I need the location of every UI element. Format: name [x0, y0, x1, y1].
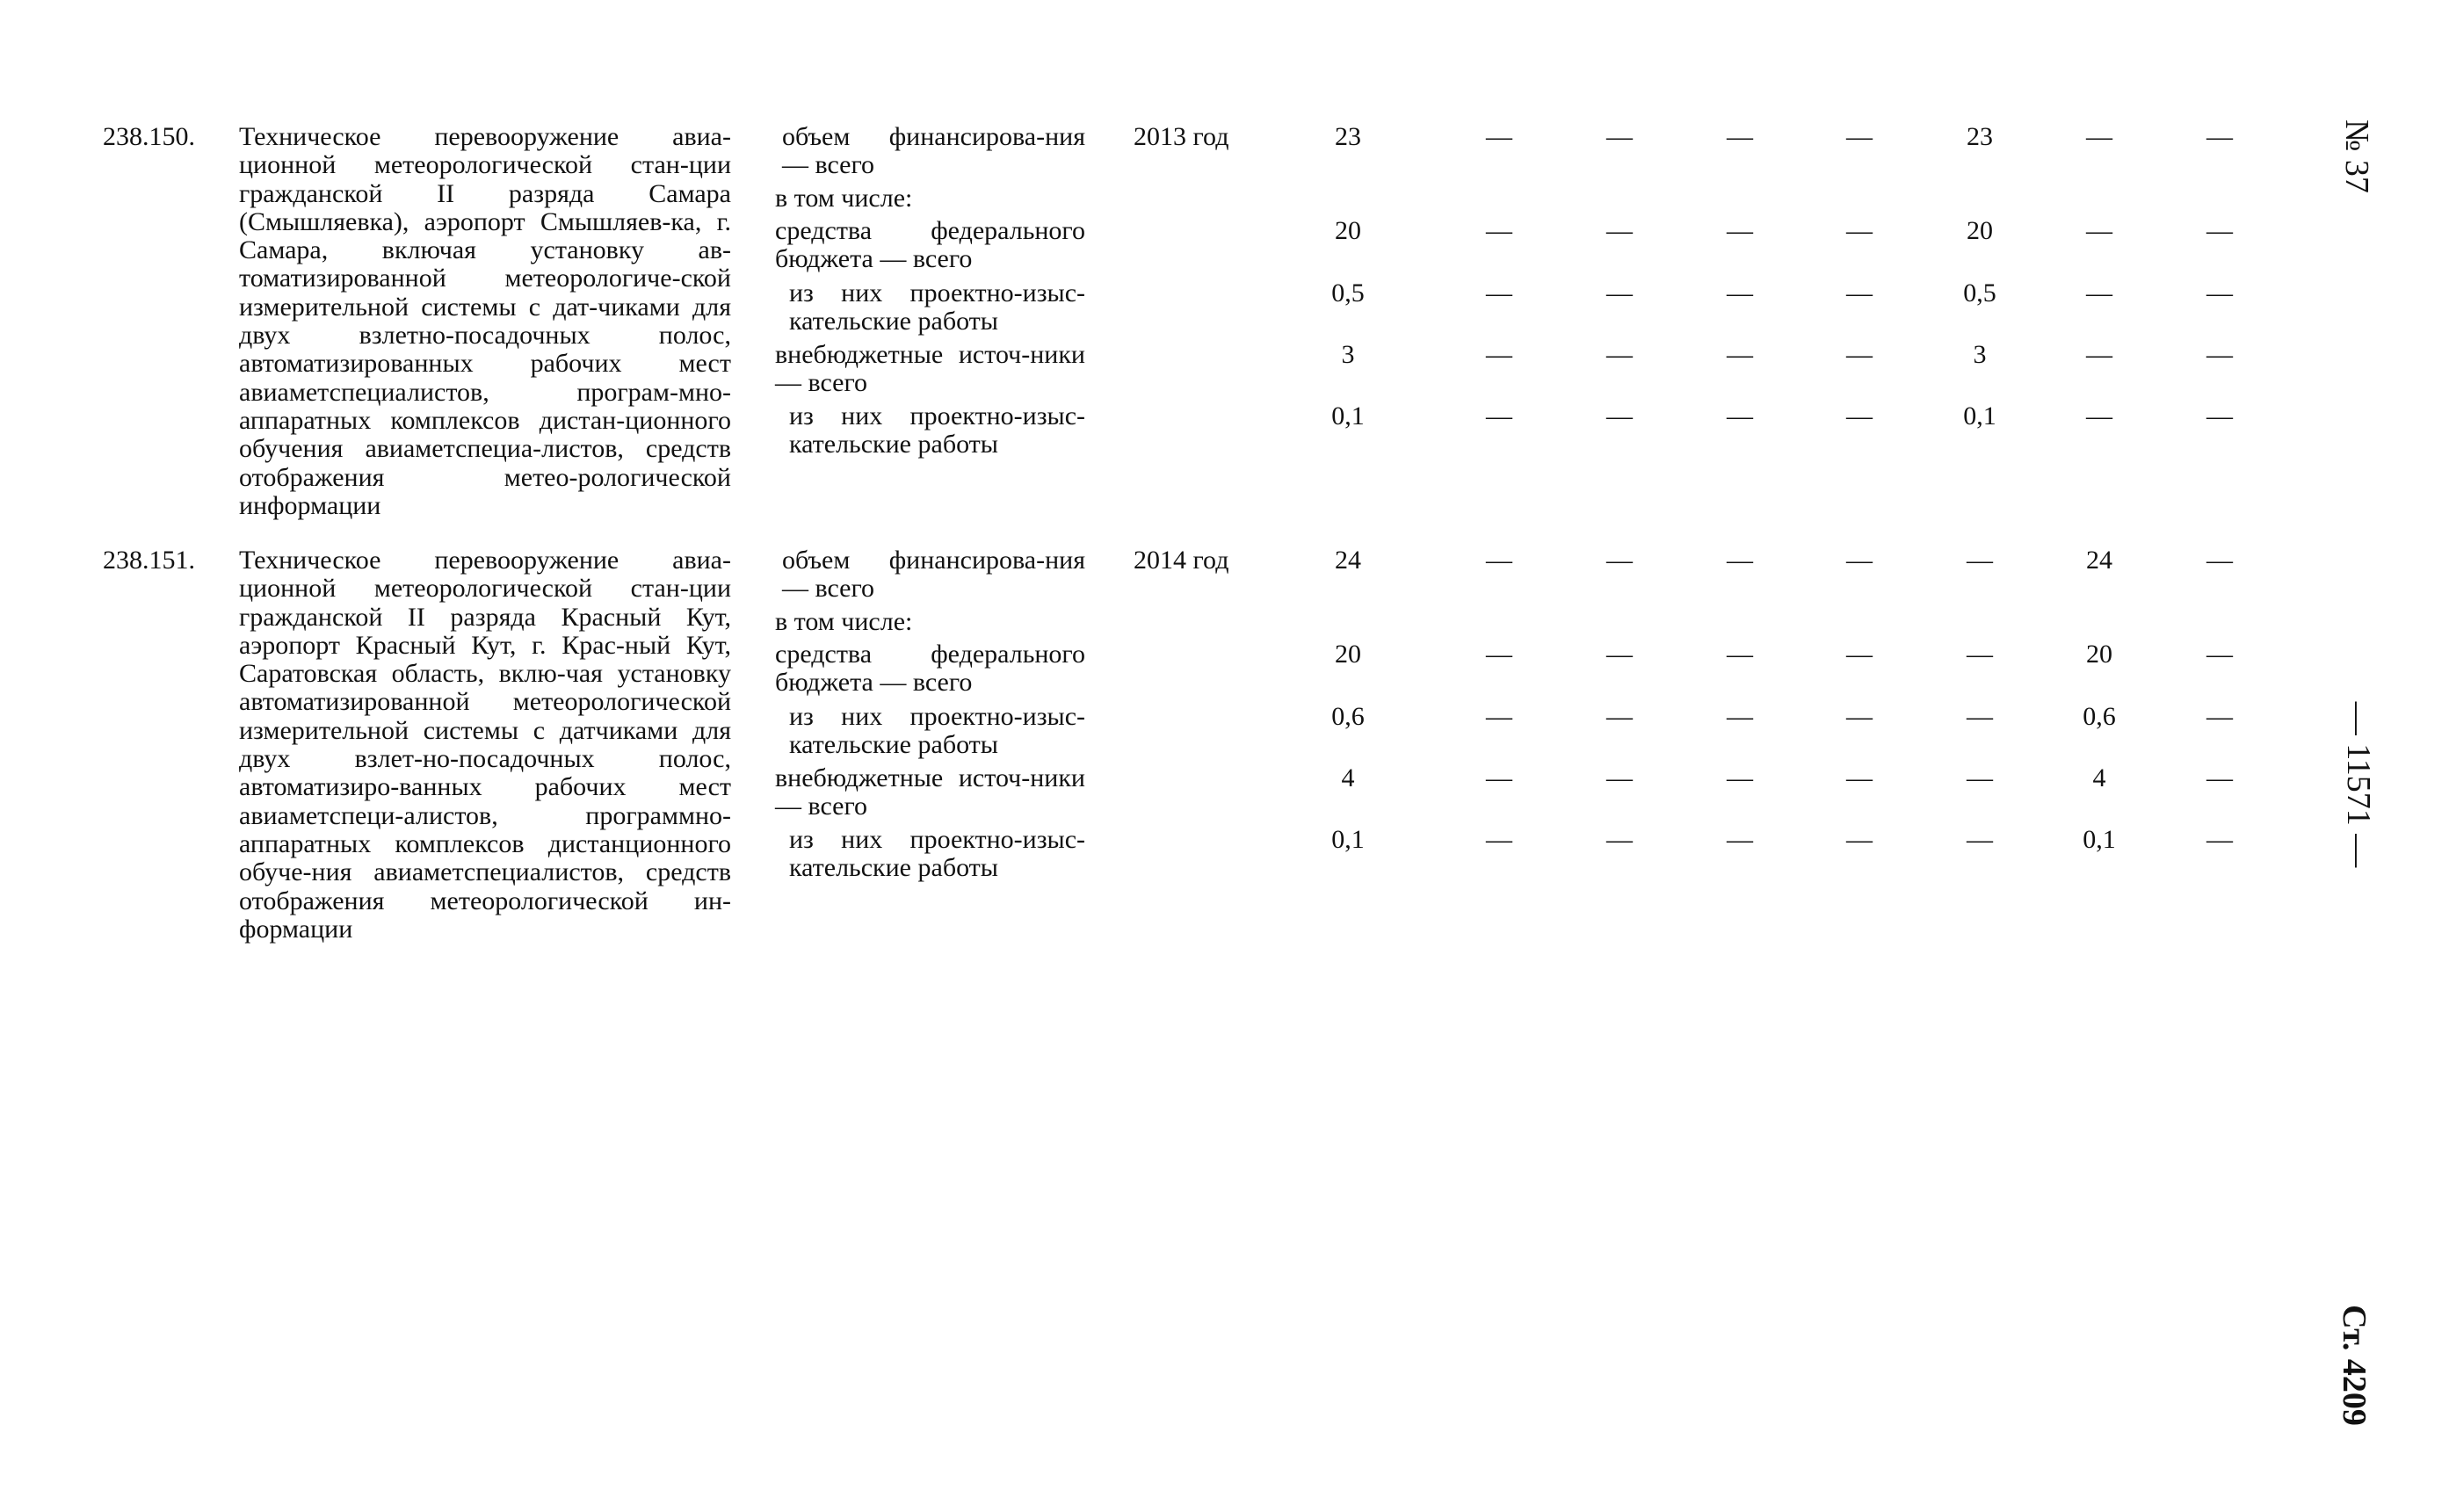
value-cell: 4 — [2092, 763, 2106, 792]
value-cell: 3 — [1341, 340, 1355, 369]
value-cell: 0,1 — [1963, 402, 1996, 430]
value-cell: — — [1486, 763, 1512, 792]
financing-label: в том числе: — [775, 184, 913, 213]
value-cell: — — [1846, 825, 1873, 854]
value-cell: — — [1486, 216, 1512, 245]
value-cell: — — [1967, 640, 1993, 669]
value-cell: 23 — [1967, 122, 1993, 151]
value-cell: — — [1606, 546, 1633, 575]
financing-label: внебюджетные источ-ники — всего — [775, 340, 1085, 398]
value-cell: — — [2206, 763, 2233, 792]
financing-label: внебюджетные источ-ники — всего — [775, 763, 1085, 821]
financing-label: из них проектно-изыс-кательские работы — [789, 279, 1085, 336]
value-cell: — — [2206, 340, 2233, 369]
value-cell: 0,1 — [1331, 825, 1365, 854]
value-cell: — — [2086, 340, 2112, 369]
value-cell: 20 — [1967, 216, 1993, 245]
value-cell: — — [1727, 216, 1753, 245]
value-cell: — — [1846, 340, 1873, 369]
value-cell: — — [1606, 825, 1633, 854]
value-cell: — — [1486, 702, 1512, 731]
financing-label: объем финансирова-ния — всего — [782, 122, 1085, 180]
value-cell: — — [1846, 763, 1873, 792]
value-cell: — — [1727, 402, 1753, 430]
value-cell: 0,5 — [1331, 279, 1365, 307]
row-description: Техническое перевооружение авиа-ционной метеорологической стан-ции гражданской II разряда Красный Кут, аэропорт Красный Кут, г. Крас-ный Кут, Саратовская область, вклю-чая установку автоматизированной метеорологической измерительной системы с датчиками для двух взлет-но-посадочных полос, автоматизиро-ванных рабочих мест авиаметспеци-алистов, программно-аппаратных комплексов дистанционного обуче-ния авиаметспециалистов, средств отображения метеорологической ин-формации — [239, 546, 731, 944]
financing-label: в том числе: — [775, 607, 913, 636]
value-cell: — — [1967, 825, 1993, 854]
value-cell: — — [1486, 640, 1512, 669]
value-cell: 20 — [2086, 640, 2112, 669]
value-cell: — — [1486, 122, 1512, 151]
value-cell: — — [1727, 825, 1753, 854]
row-number: 238.150. — [103, 122, 195, 151]
value-cell: — — [2206, 546, 2233, 575]
value-cell: 0,1 — [2083, 825, 2116, 854]
value-cell: — — [1606, 122, 1633, 151]
value-cell: — — [2206, 216, 2233, 245]
value-cell: — — [1727, 763, 1753, 792]
value-cell: — — [1727, 340, 1753, 369]
value-cell: — — [1846, 640, 1873, 669]
value-cell: 0,6 — [2083, 702, 2116, 731]
value-cell: — — [1846, 546, 1873, 575]
financing-label: объем финансирова-ния — всего — [782, 546, 1085, 604]
page-number: Ст. 4209 — [2336, 1305, 2373, 1426]
value-cell: — — [1967, 702, 1993, 731]
financing-label: из них проектно-изыс-кательские работы — [789, 402, 1085, 459]
value-cell: — — [1606, 340, 1633, 369]
value-cell: — — [1606, 402, 1633, 430]
value-cell: — — [1846, 122, 1873, 151]
row-year: 2013 год — [1134, 122, 1229, 151]
value-cell: — — [1727, 279, 1753, 307]
value-cell: — — [1606, 279, 1633, 307]
value-cell: — — [1967, 546, 1993, 575]
value-cell: 24 — [1335, 546, 1361, 575]
value-cell: — — [1606, 216, 1633, 245]
value-cell: — — [1606, 702, 1633, 731]
value-cell: — — [2206, 402, 2233, 430]
row-number: 238.151. — [103, 546, 195, 575]
value-cell: — — [1727, 702, 1753, 731]
value-cell: — — [1486, 279, 1512, 307]
value-cell: — — [1486, 825, 1512, 854]
value-cell: — — [2206, 279, 2233, 307]
value-cell: — — [1727, 640, 1753, 669]
value-cell: 3 — [1973, 340, 1987, 369]
value-cell: 4 — [1341, 763, 1355, 792]
value-cell: — — [1846, 279, 1873, 307]
value-cell: — — [1486, 340, 1512, 369]
value-cell: — — [1727, 546, 1753, 575]
value-cell: — — [2086, 279, 2112, 307]
value-cell: — — [2206, 122, 2233, 151]
issue-number: № 37 — [2338, 119, 2375, 193]
value-cell: — — [2086, 122, 2112, 151]
financing-label: из них проектно-изыс-кательские работы — [789, 825, 1085, 883]
value-cell: — — [2086, 402, 2112, 430]
value-cell: 0,6 — [1331, 702, 1365, 731]
value-cell: — — [1846, 402, 1873, 430]
value-cell: 23 — [1335, 122, 1361, 151]
row-year: 2014 год — [1134, 546, 1229, 575]
value-cell: 20 — [1335, 640, 1361, 669]
value-cell: — — [1727, 122, 1753, 151]
financing-label: из них проектно-изыс-кательские работы — [789, 702, 1085, 760]
value-cell: — — [1486, 546, 1512, 575]
value-cell: — — [1606, 640, 1633, 669]
value-cell: — — [2206, 702, 2233, 731]
value-cell: — — [1606, 763, 1633, 792]
value-cell: 20 — [1335, 216, 1361, 245]
value-cell: — — [2086, 216, 2112, 245]
value-cell: — — [1846, 702, 1873, 731]
value-cell: — — [2206, 825, 2233, 854]
financing-label: средства федерального бюджета — всего — [775, 640, 1085, 698]
financing-label: средства федерального бюджета — всего — [775, 216, 1085, 274]
value-cell: — — [1486, 402, 1512, 430]
value-cell: 0,5 — [1963, 279, 1996, 307]
value-cell: — — [2206, 640, 2233, 669]
value-cell: — — [1967, 763, 1993, 792]
value-cell: — — [1846, 216, 1873, 245]
value-cell: 24 — [2086, 546, 2112, 575]
row-description: Техническое перевооружение авиа-ционной метеорологической стан-ции гражданской II разряда Самара (Смышляевка), аэропорт Смышляев-ка, г. Самара, включая установку ав-томатизированной метеорологиче-ской измерительной системы с дат-чиками для двух взлетно-посадочных полос, автоматизированных рабочих мест авиаметспециалистов, програм-мно-аппаратных комплексов дистан-ционного обучения авиаметспециа-листов, средств отображения метео-рологической информации — [239, 122, 731, 520]
document-number: — 11571 — — [2340, 701, 2377, 868]
value-cell: 0,1 — [1331, 402, 1365, 430]
